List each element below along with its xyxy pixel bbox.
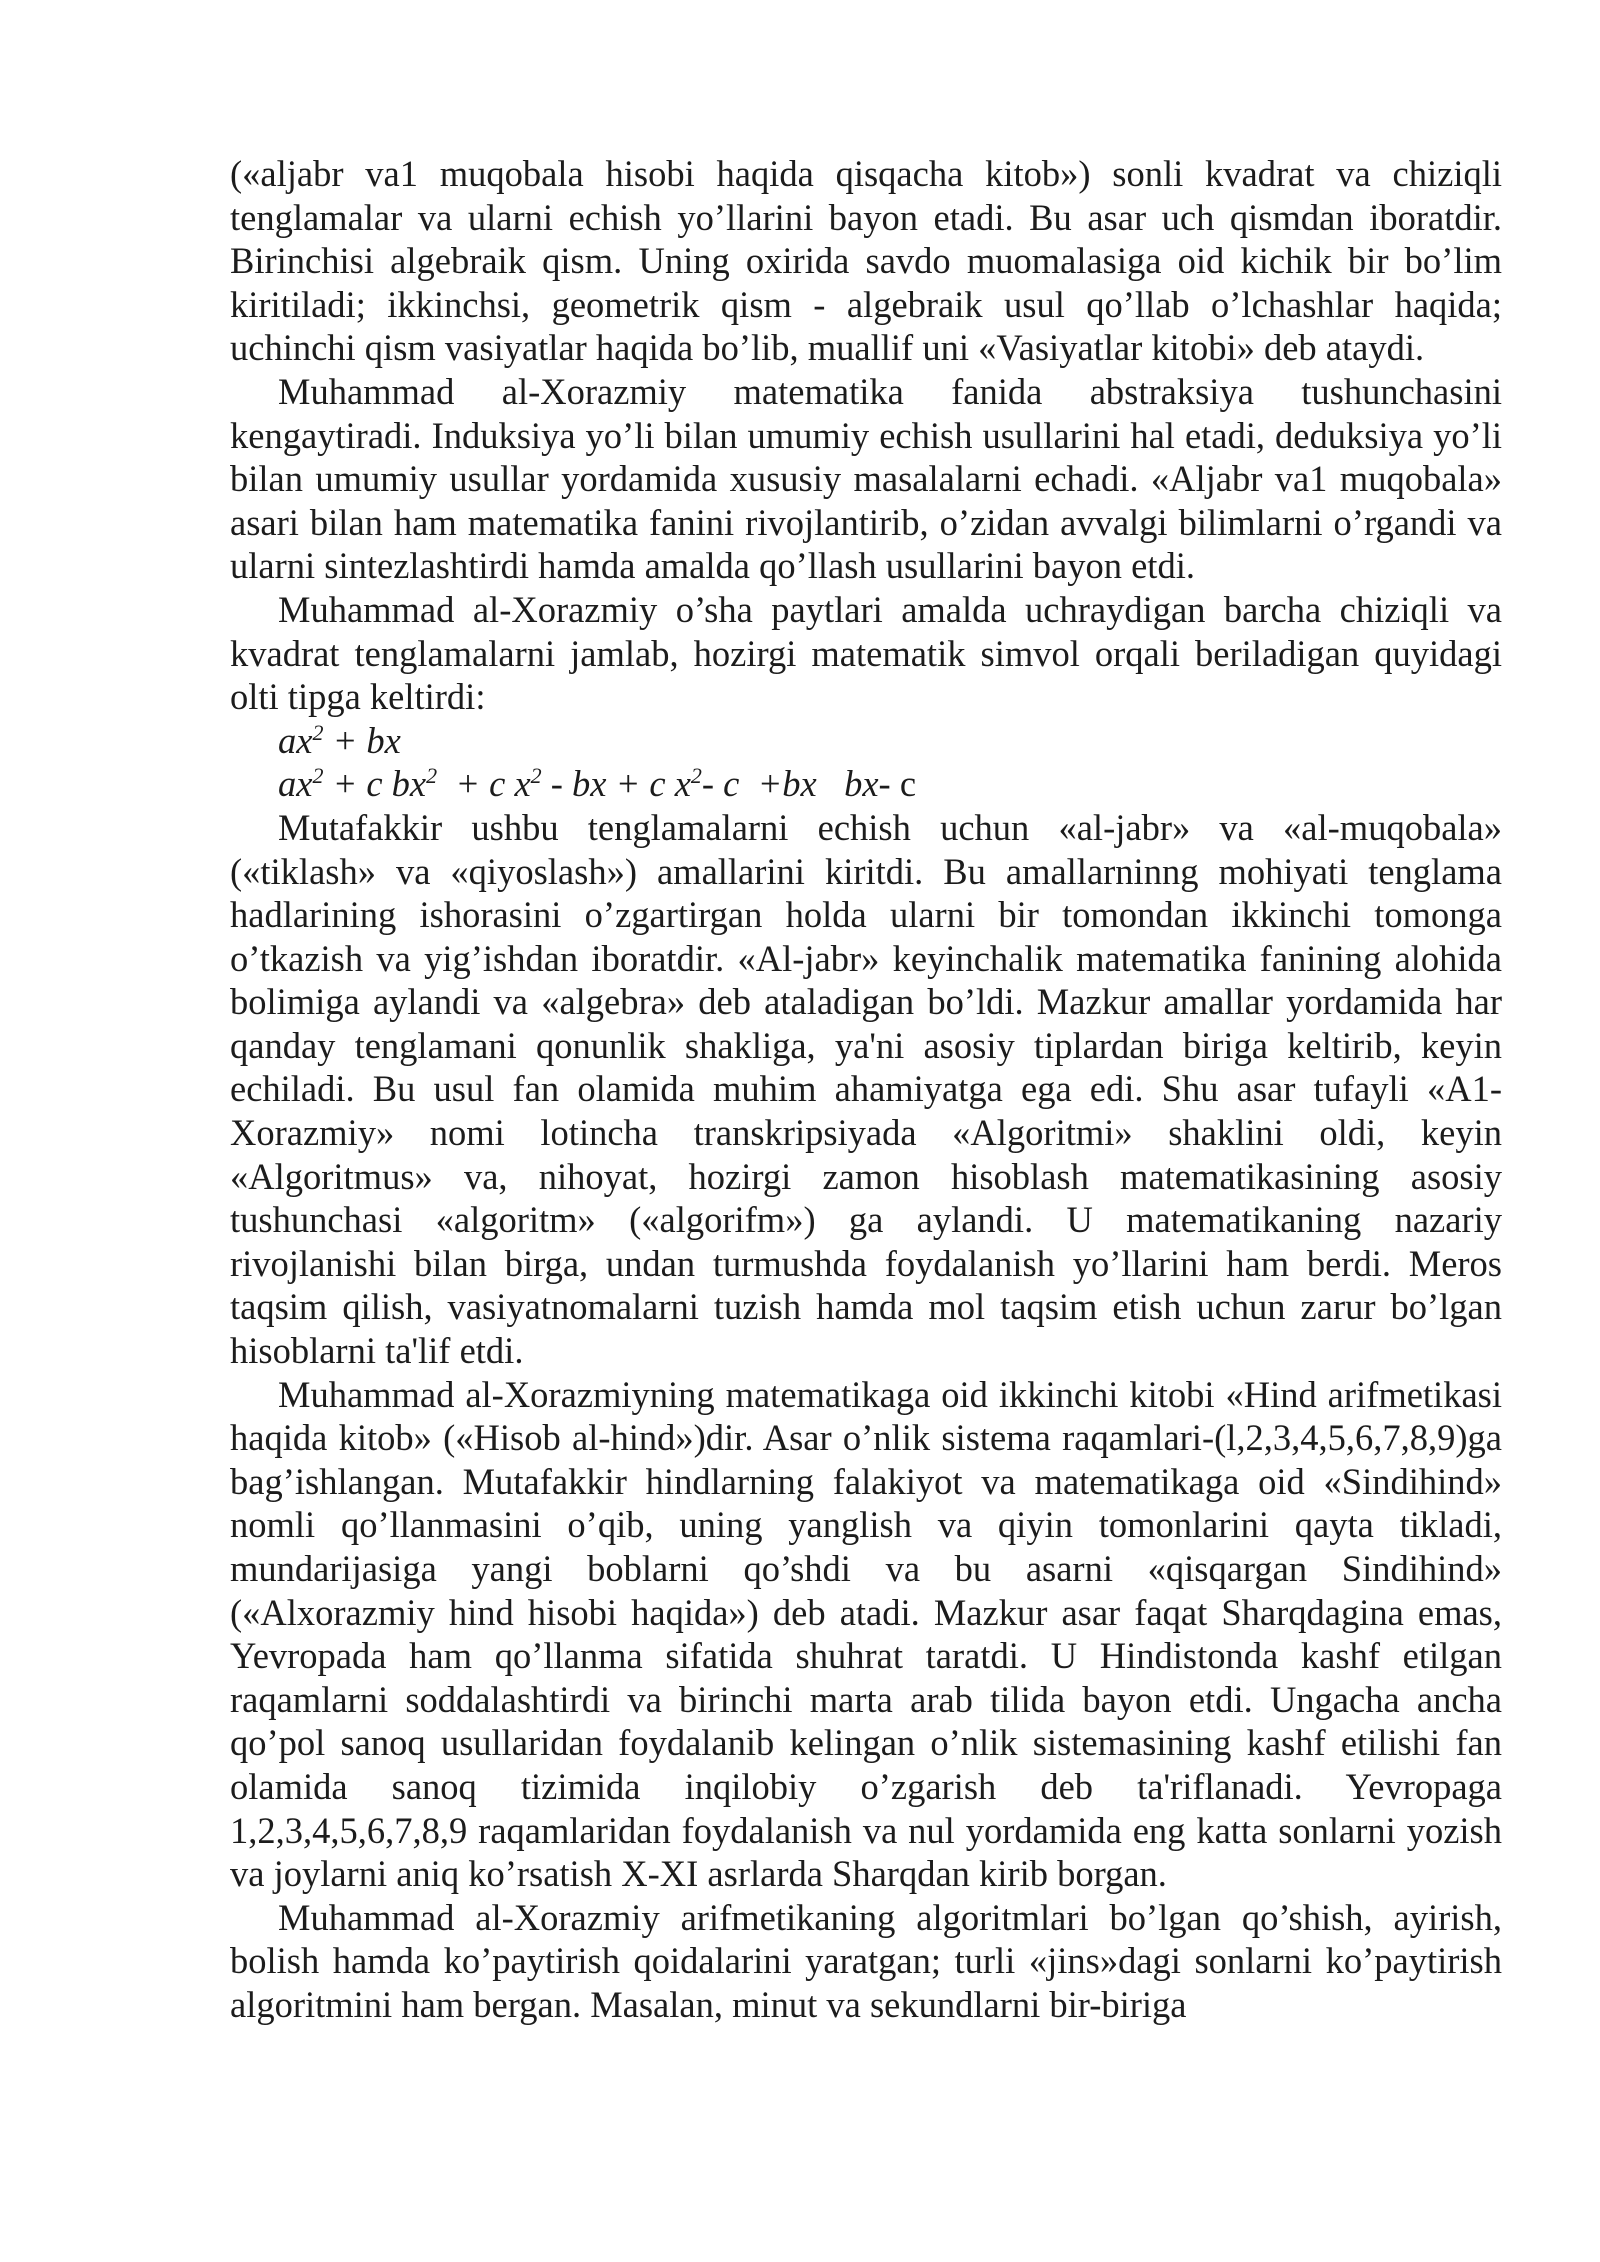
paragraph-5: Muhammad al-Xorazmiyning matematikaga oid ikkinchi kitobi «Hind arifmetikasi haqida kitob» («Hisob al-hind»)dir. Asar o’nlik sistema raqamlari-(l,2,3,4,5,6,7,8,9)ga bag’ishlangan. Mutafakkir hindlarning falakiyot va matematikaga oid «Sindihind» nomli qo’llanmasini o’qib, uning yanglish va qiyin tomonlarini qayta tikladi, mundarijasiga yangi boblarni qo’shdi va bu asarni «qisqargan Sindihind» («Alxorazmiy hind hisobi haqida») deb atadi. Mazkur asar faqat Sharqdagina emas, Yevropada ham qo’llanma sifatida shuhrat taratdi. U Hindistonda kashf etilgan raqamlarni soddalashtirdi va birinchi marta arab tilida bayon etdi. Ungacha ancha qo’pol sanoq usullaridan foydalanib kelingan o’nlik sistemasining kashf etilishi fan olamida sanoq tizimida inqilobiy o’zgarish deb ta'riflanadi. Yevropaga 1,2,3,4,5,6,7,8,9 raqamlaridan foydalanish va nul yordamida eng katta sonlarni yozish va joylarni aniq ko’rsatish X-XI asrlarda Sharqdan kirib borgan. (230, 1373, 1502, 1895)
formula-term: + c x (437, 763, 531, 805)
formula-term: - bx + c x (541, 763, 691, 805)
formula-term: ax (278, 719, 313, 761)
paragraph-6: Muhammad al-Xorazmiy arifmetikaning algoritmlari bo’lgan qo’shish, ayirish, bolish hamda ko’paytirish qoidalarini yaratgan; turli «jins»dagi sonlarni ko’paytirish algoritmini ham bergan. Masalan, minut va sekundlarni bir-biriga (230, 1896, 1502, 2025)
formula-term: - c +bx bx- (701, 763, 900, 805)
formula-exponent: 2 (530, 763, 542, 789)
paragraph-4: Mutafakkir ushbu tenglamalarni echish uchun «al-jabr» va «al-muqobala» («tiklash» va «qiyoslash») amallarini kiritdi. Bu amallarninng mohiyati tenglama hadlarining ishorasini o’zgartirgan holda ularni bir tomondan ikkinchi tomonga o’tkazish va yig’ishdan iboratdir. «Al-jabr» keyinchalik matematika fanining alohida bolimiga aylandi va «algebra» deb ataladigan bo’ldi. Mazkur amallar yordamida har qanday tenglamani qonunlik shakliga, ya'ni asosiy tiplardan biriga keltirib, keyin echiladi. Bu usul fan olamida muhim ahamiyatga ega edi. Shu asar tufayli «A1-Xorazmiy» nomi lotincha transkripsiyada «Algoritmi» shaklini oldi, keyin «Algoritmus» va, nihoyat, hozirgi zamon hisoblash matematikasining asosiy tushunchasi «algoritm» («algorifm») ga aylandi. U matematikaning nazariy rivojlanishi bilan birga, undan turmushda foydalanish yo’llarini ham berdi. Meros taqsim qilish, vasiyatnomalarni tuzish hamda mol taqsim etish uchun zarur bo’lgan hisoblarni ta'lif etdi. (230, 806, 1502, 1372)
formula-term: + c bx (323, 763, 427, 805)
paragraph-2: Muhammad al-Xorazmiy matematika fanida abstraksiya tushunchasini kengaytiradi. Induksiya yo’li bilan umumiy echish usullarini hal etadi, deduksiya yo’li bilan umumiy usullar yordamida xususiy masalalarni echadi. «Aljabr va1 muqobala» asari bilan ham matematika fanini rivojlantirib, o’zidan avvalgi bilimlarni o’rgandi va ularni sintezlashtirdi hamda amalda qo’llash usullarini bayon etdi. (230, 370, 1502, 587)
paragraph-1: («aljabr va1 muqobala hisobi haqida qisqacha kitob») sonli kvadrat va chiziqli tenglamalar va ularni echish yo’llarini bayon etadi. Bu asar uch qismdan iboratdir. Birinchisi algebraik qism. Uning oxirida savdo muomalasiga oid kichik bir bo’lim kiritiladi; ikkinchsi, geometrik qism - algebraik usul qo’llab o’lchashlar haqida; uchinchi qism vasiyatlar haqida bo’lib, muallif uni «Vasiyatlar kitobi» deb ataydi. (230, 153, 1502, 369)
formula-exponent: 2 (312, 763, 324, 789)
paragraph-3: Muhammad al-Xorazmiy o’sha paytlari amalda uchraydigan barcha chiziqli va kvadrat tenglamalarni jamlab, hozirgi matematik simvol orqali beriladigan quyidagi olti tipga keltirdi: (230, 588, 1502, 718)
formula-term: c (899, 763, 917, 805)
formula-term: + bx (323, 719, 401, 761)
formula-exponent: 2 (426, 763, 438, 789)
formula-exponent: 2 (690, 763, 702, 789)
formula-exponent: 2 (312, 719, 324, 745)
formula-line-2 (230, 762, 1502, 806)
document-page (230, 152, 1502, 2027)
formula-line-1 (230, 719, 1502, 763)
formula-term: ax (278, 763, 313, 805)
